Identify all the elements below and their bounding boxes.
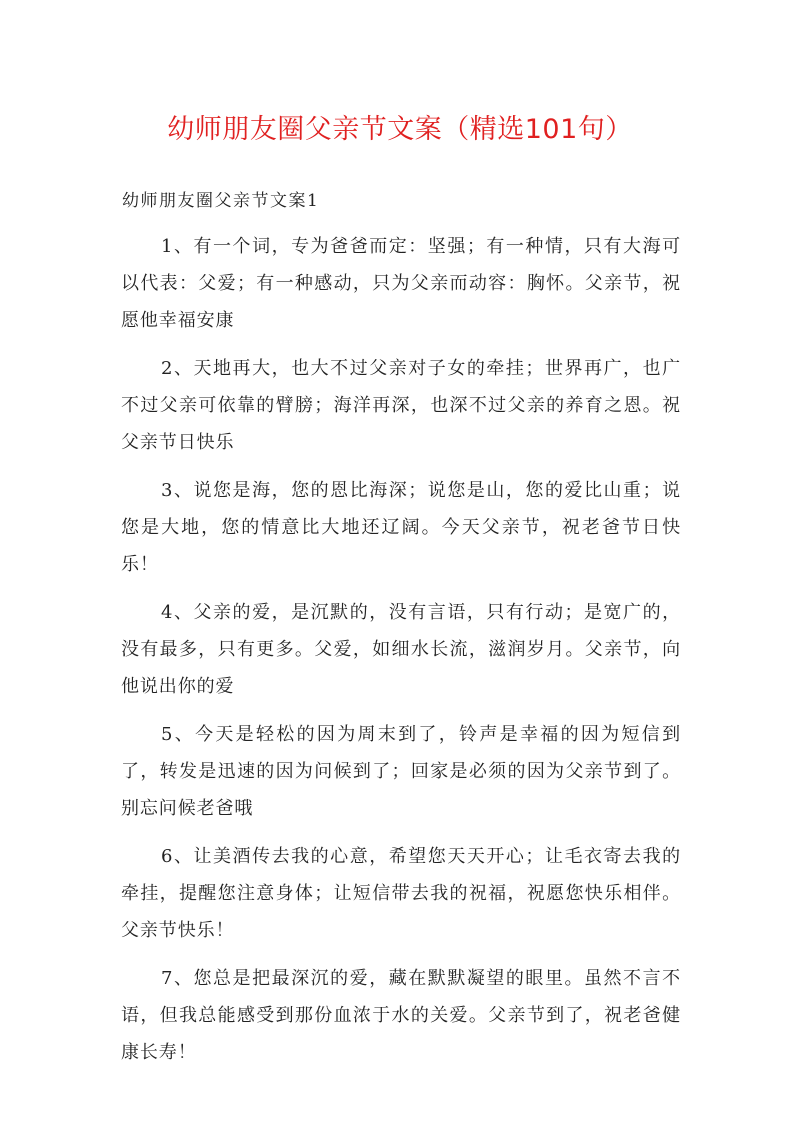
paragraph-2: 2、天地再大，也大不过父亲对子女的牵挂；世界再广，也广不过父亲可依靠的臂膀；海洋再深，也深不过父亲的养育之恩。祝父亲节日快乐 [121,358,681,453]
section-heading: 幼师朋友圈父亲节文案1 [122,191,320,211]
document-body [121,228,681,1082]
paragraph-5: 5、今天是轻松的因为周末到了，铃声是幸福的因为短信到了，转发是迅速的因为问候到了；回家是必须的因为父亲节到了。别忘问候老爸哦 [121,724,681,819]
paragraph-3: 3、说您是海，您的恩比海深；说您是山，您的爱比山重；说您是大地，您的情意比大地还辽阔。今天父亲节，祝老爸节日快乐！ [121,480,681,575]
document-title: 幼师朋友圈父亲节文案（精选101句） [167,114,633,145]
paragraph-4: 4、父亲的爱，是沉默的，没有言语，只有行动；是宽广的，没有最多，只有更多。父爱，如细水长流，滋润岁月。父亲节，向他说出你的爱 [121,602,681,697]
paragraph-7: 7、您总是把最深沉的爱，藏在默默凝望的眼里。虽然不言不语，但我总能感受到那份血浓于水的关爱。父亲节到了，祝老爸健康长寿！ [121,968,681,1063]
paragraph-1: 1、有一个词，专为爸爸而定：坚强；有一种情，只有大海可以代表：父爱；有一种感动，只为父亲而动容：胸怀。父亲节，祝愿他幸福安康 [121,236,681,331]
paragraph-6: 6、让美酒传去我的心意，希望您天天开心；让毛衣寄去我的牵挂，提醒您注意身体；让短信带去我的祝福，祝愿您快乐相伴。父亲节快乐！ [121,846,681,941]
